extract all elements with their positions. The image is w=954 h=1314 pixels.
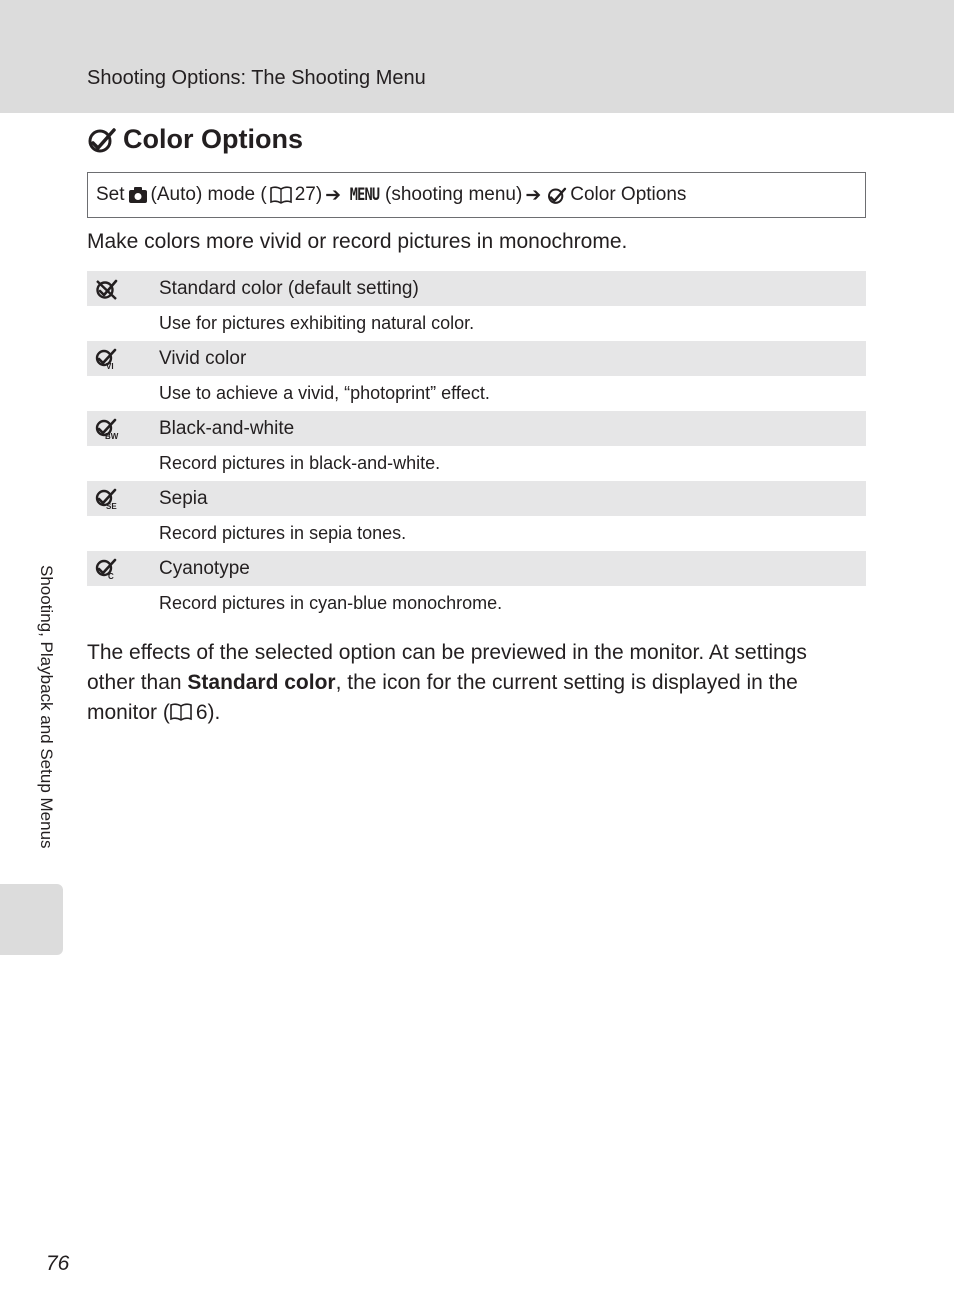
side-section-tab [0, 884, 63, 955]
nav-set-text: Set [96, 184, 125, 205]
nav-ref-page: 27) [294, 184, 323, 205]
svg-text:C: C [108, 571, 114, 580]
cyanotype-icon [87, 558, 159, 580]
menu-navigation-path [87, 172, 866, 218]
body-bold-term: Standard color [187, 671, 336, 694]
intro-text: Make colors more vivid or record pictures in monochrome. [87, 230, 628, 253]
option-description: Record pictures in black-and-white. [159, 453, 441, 473]
standard-color-icon [87, 278, 159, 300]
header-band [0, 0, 954, 113]
book-reference-icon [170, 700, 192, 730]
option-row-black-and-white [87, 411, 866, 446]
option-row-vivid-color [87, 341, 866, 376]
option-label: Cyanotype [159, 557, 250, 579]
option-row-sepia [87, 481, 866, 516]
option-label: Black-and-white [159, 417, 295, 439]
svg-text:VI: VI [106, 361, 114, 370]
camera-icon [128, 186, 148, 204]
page-title-text: Color Options [123, 124, 303, 154]
body-ref-page: 6). [195, 701, 221, 724]
black-and-white-icon [87, 418, 159, 440]
option-description: Record pictures in sepia tones. [159, 523, 407, 543]
options-table [87, 271, 866, 621]
page-number: 76 [46, 1252, 70, 1275]
option-description: Record pictures in cyan-blue monochrome. [159, 593, 503, 613]
option-label: Vivid color [159, 347, 247, 369]
sepia-icon [87, 488, 159, 510]
page-title [87, 124, 303, 155]
option-label: Standard color (default setting) [159, 277, 419, 299]
nav-color-options-text: Color Options [570, 184, 687, 205]
body-text-part2: , the icon for the current setting is displayed in the monitor ( [87, 671, 798, 724]
body-paragraph [87, 638, 857, 730]
arrow-right-icon: ➔ [325, 184, 342, 206]
option-label: Sepia [159, 487, 208, 509]
option-row-standard-color [87, 271, 866, 306]
nav-shooting-menu-text: (shooting menu) [385, 184, 523, 205]
option-description: Use to achieve a vivid, “photoprint” effect. [159, 383, 490, 403]
option-row-cyanotype [87, 551, 866, 586]
color-options-icon [87, 126, 117, 154]
vivid-color-icon [87, 348, 159, 370]
side-section-label: Shooting, Playback and Setup Menus [37, 565, 56, 849]
svg-text:BW: BW [105, 431, 119, 440]
option-description: Use for pictures exhibiting natural color. [159, 313, 475, 333]
body-text-part1: The effects of the selected option can be previewed in the monitor. At settings other than [87, 641, 807, 694]
nav-auto-mode-text: (Auto) mode ( [150, 184, 267, 205]
book-reference-icon [270, 186, 292, 204]
menu-button-label: MENU [349, 185, 380, 205]
running-header: Shooting Options: The Shooting Menu [87, 67, 426, 89]
color-options-icon [547, 186, 567, 205]
arrow-right-icon: ➔ [525, 184, 542, 206]
svg-text:SE: SE [106, 501, 117, 510]
